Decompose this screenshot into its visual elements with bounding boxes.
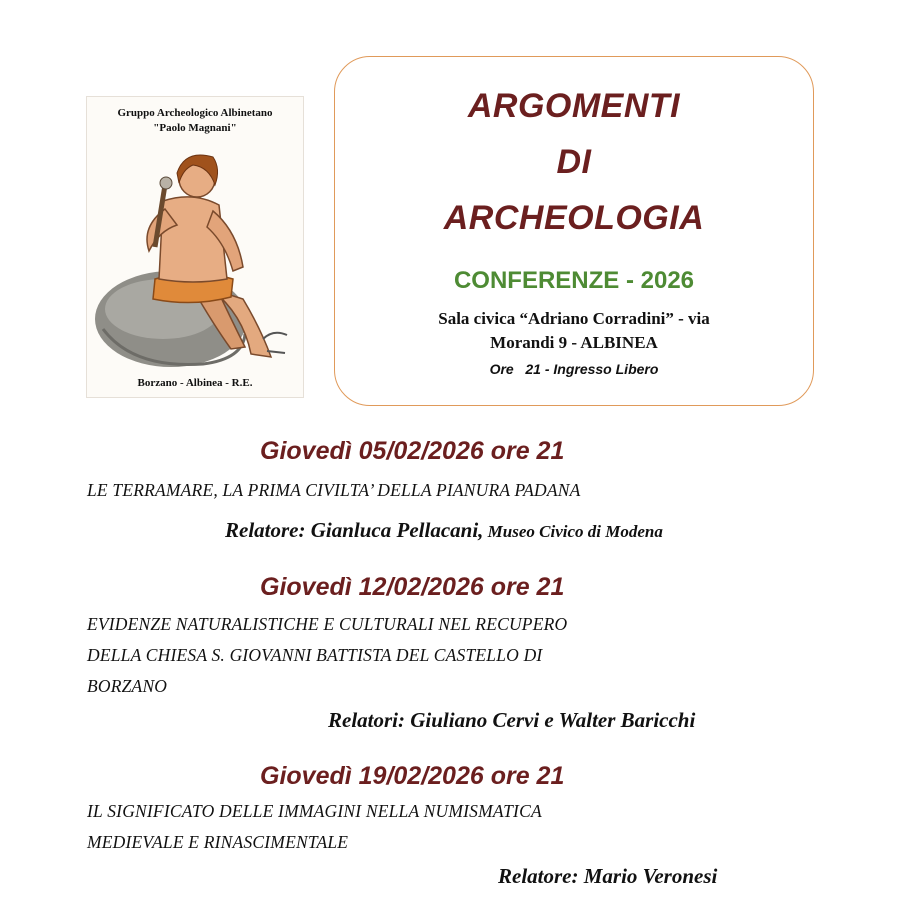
logo-location: Borzano - Albinea - R.E. (137, 377, 253, 389)
event-2-title-line-1: EVIDENZE NATURALISTICHE E CULTURALI NEL RECUPERO (87, 614, 568, 634)
logo-group-name: Gruppo Archeologico Albinetano (117, 107, 273, 119)
event-2-speaker: Relatori: Giuliano Cervi e Walter Baricchi (328, 708, 696, 732)
event-1-speaker-line (225, 518, 663, 543)
logo-dedication: "Paolo Magnani" (153, 122, 237, 134)
event-3-speaker: Relatore: Mario Veronesi (498, 864, 718, 888)
event-3-title-line-1: IL SIGNIFICATO DELLE IMMAGINI NELLA NUMISMATICA (87, 801, 542, 821)
event-3-title-line-2: MEDIEVALE E RINASCIMENTALE (87, 832, 349, 852)
title-line-3: ARCHEOLOGIA (443, 199, 705, 237)
event-1-title-line-1: LE TERRAMARE, LA PRIMA CIVILTA’ DELLA PIANURA PADANA (87, 480, 581, 500)
event-1-affiliation: Museo Civico di Modena (483, 522, 663, 541)
title-line-2: DI (556, 143, 592, 181)
event-3-date: Giovedì 19/02/2026 ore 21 (260, 762, 565, 790)
venue-line-2: Morandi 9 - ALBINEA (490, 333, 658, 352)
event-1-speaker: Relatore: Gianluca Pellacani, (225, 518, 484, 542)
event-2-date: Giovedì 12/02/2026 ore 21 (260, 573, 565, 601)
event-2-title-line-2: DELLA CHIESA S. GIOVANNI BATTISTA DEL CASTELLO DI (87, 645, 543, 665)
caveman-on-rock-illustration (93, 139, 299, 379)
venue-line-1: Sala civica “Adriano Corradini” - via (438, 309, 710, 328)
event-1-date: Giovedì 05/02/2026 ore 21 (260, 437, 565, 465)
event-2-title-line-3: BORZANO (87, 676, 168, 696)
conference-subtitle: CONFERENZE - 2026 (453, 267, 695, 294)
title-box (334, 56, 814, 406)
hours-info: Ore 21 - Ingresso Libero (489, 361, 659, 377)
title-line-1: ARGOMENTI (467, 87, 681, 125)
group-logo (86, 96, 304, 398)
